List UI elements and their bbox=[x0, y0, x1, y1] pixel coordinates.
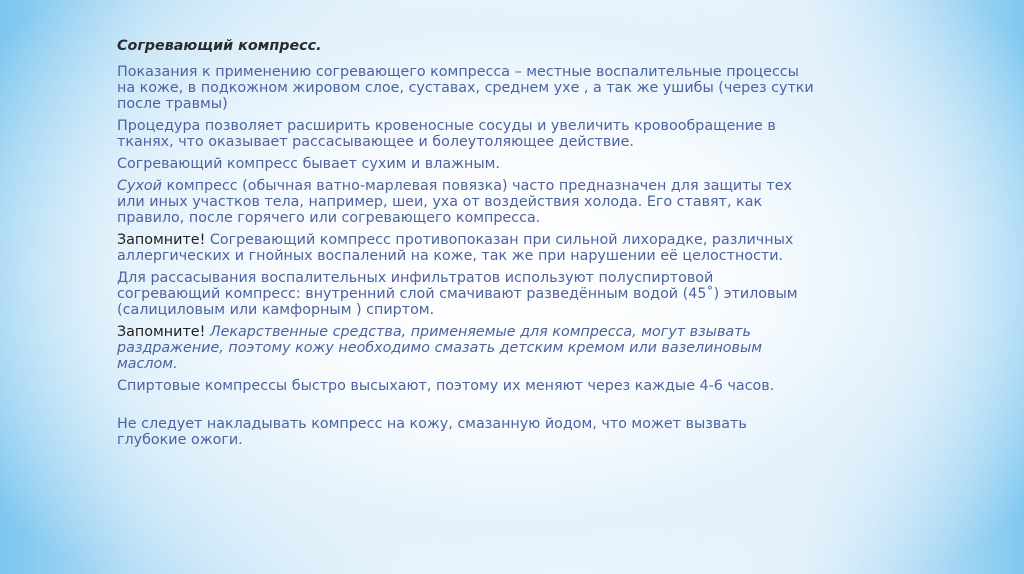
paragraph-alcohol-drying: Спиртовые компрессы быстро высыхают, поэтому их меняют через каждые 4-6 часов. bbox=[117, 378, 775, 394]
paragraph-semi-alcohol: Для рассасывания воспалительных инфильтратов используют полуспиртовой согревающий компресс: внутренний слой смачивают разведённым водой (45˚) этиловым (салициловым или камфорным ) спиртом. bbox=[117, 270, 798, 318]
dry-text: компресс (обычная ватно-марлевая повязка) часто предназначен для защиты тех или иных участков тела, например, шеи, уха от воздействия холода. Его ставят, как правило, после горячего или согревающего компресса. bbox=[117, 178, 792, 226]
paragraph-contraindications bbox=[117, 232, 817, 264]
dry-label: Сухой bbox=[117, 178, 162, 194]
paragraph-procedure: Процедура позволяет расширить кровеносные сосуды и увеличить кровообращение в тканях, что оказывает рассасывающее и болеутоляющее действие. bbox=[117, 118, 776, 150]
remember-label-2: Запомните! bbox=[117, 324, 206, 340]
contraindications-text: Согревающий компресс противопоказан при сильной лихорадке, различных аллергических и гнойных воспалений на коже, так же при нарушении её целостности. bbox=[117, 232, 794, 264]
paragraph-iodine-warning: Не следует накладывать компресс на кожу, смазанную йодом, что может вызвать глубокие ожоги. bbox=[117, 416, 747, 448]
paragraph-dry-compress bbox=[117, 178, 817, 226]
paragraph-indications: Показания к применению согревающего компресса – местные воспалительные процессы на коже, в подкожном жировом слое, суставах, среднем ухе , а так же ушибы (через сутки после травмы) bbox=[117, 64, 814, 112]
remember-label-1: Запомните! bbox=[117, 232, 206, 248]
medications-text: Лекарственные средства, применяемые для компресса, могут взывать раздражение, поэтому кожу необходимо смазать детским кремом или вазелиновым маслом. bbox=[117, 324, 763, 372]
slide-heading: Согревающий компресс. bbox=[117, 38, 322, 54]
paragraph-medications bbox=[117, 324, 817, 372]
paragraph-types: Согревающий компресс бывает сухим и влажным. bbox=[117, 156, 500, 172]
slide-text-body bbox=[117, 38, 817, 454]
